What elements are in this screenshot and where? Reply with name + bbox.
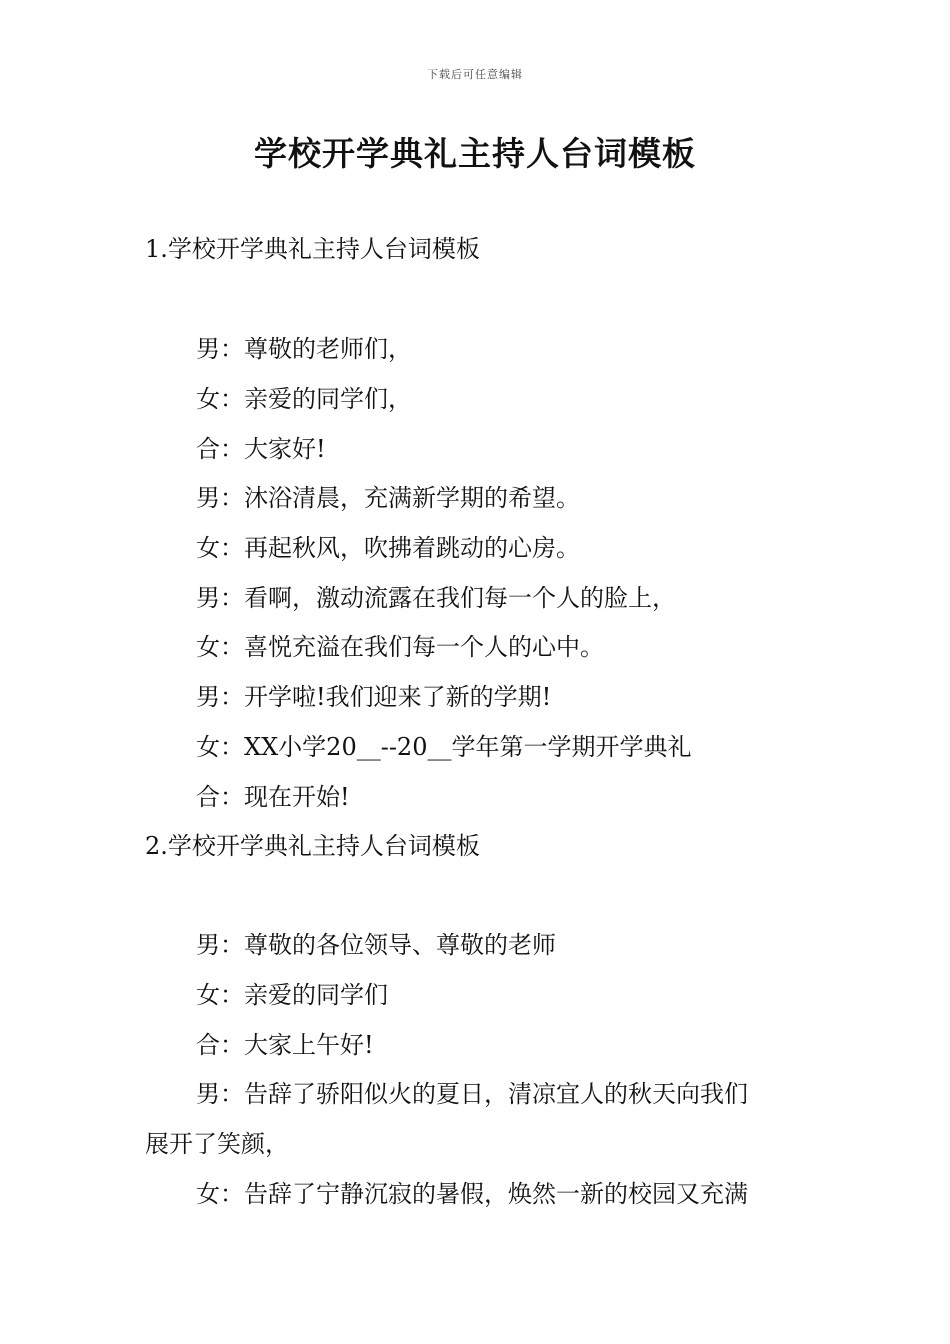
dialogue-line: 女：再起秋风，吹拂着跳动的心房。 (196, 534, 580, 562)
dialogue-line: 男：尊敬的老师们， (196, 335, 412, 363)
dialogue-line: 合：大家上午好! (196, 1031, 374, 1059)
dialogue-line: 女：喜悦充溢在我们每一个人的心中。 (196, 633, 604, 661)
dialogue-line: 男：告辞了骄阳似火的夏日，清凉宜人的秋天向我们 (196, 1080, 748, 1108)
dialogue-line: 男：开学啦!我们迎来了新的学期! (196, 683, 552, 711)
section-heading-2: 2.学校开学典礼主持人台词模板 (145, 832, 480, 860)
section-heading-1: 1.学校开学典礼主持人台词模板 (145, 235, 480, 263)
dialogue-line: 男：尊敬的各位领导、尊敬的老师 (196, 931, 556, 959)
dialogue-line-continuation: 展开了笑颜， (145, 1130, 289, 1158)
dialogue-line: 女：XX小学20__--20__学年第一学期开学典礼 (196, 733, 692, 761)
dialogue-line: 男：沐浴清晨，充满新学期的希望。 (196, 484, 580, 512)
dialogue-line: 合：大家好! (196, 435, 326, 463)
dialogue-line: 男：看啊，激动流露在我们每一个人的脸上， (196, 584, 676, 612)
page-title: 学校开学典礼主持人台词模板 (254, 134, 696, 173)
dialogue-line: 女：告辞了宁静沉寂的暑假，焕然一新的校园又充满 (196, 1180, 748, 1208)
header-note: 下载后可任意编辑 (427, 68, 523, 81)
dialogue-line: 女：亲爱的同学们， (196, 385, 412, 413)
dialogue-line: 合：现在开始! (196, 783, 350, 811)
dialogue-line: 女：亲爱的同学们 (196, 981, 388, 1009)
